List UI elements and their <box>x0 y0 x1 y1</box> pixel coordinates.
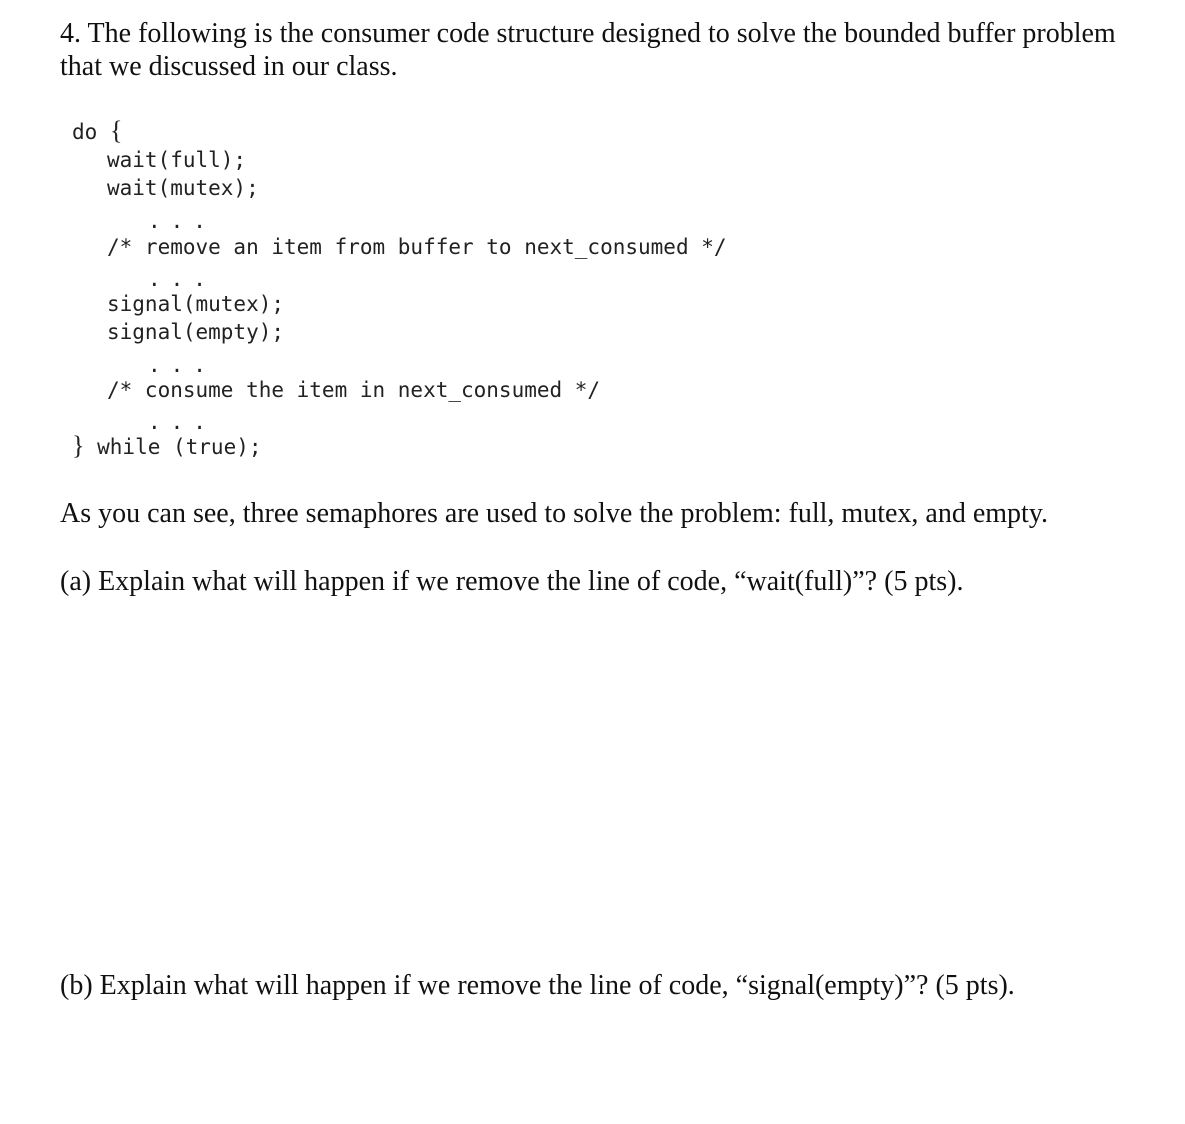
question-intro-line-1: 4. The following is the consumer code structure designed to solve the bounded buffer problem <box>60 18 1116 49</box>
code-while-clause: while (true); <box>97 435 262 459</box>
code-ellipsis-3: ... <box>148 353 216 377</box>
code-wait-mutex: wait(mutex); <box>107 176 259 200</box>
code-close-brace: } <box>72 431 85 460</box>
code-comment-consume: /* consume the item in next_consumed */ <box>107 378 601 402</box>
explanation-text: As you can see, three semaphores are used to solve the problem: full, mutex, and empty. <box>60 498 1049 529</box>
part-a-question: (a) Explain what will happen if we remove the line of code, “wait(full)”? (5 pts). <box>60 566 964 597</box>
code-ellipsis-2: ... <box>148 267 216 291</box>
code-do-keyword: do <box>72 120 98 144</box>
code-ellipsis-1: ... <box>148 209 216 233</box>
code-signal-mutex: signal(mutex); <box>107 292 285 316</box>
question-intro-line-2: that we discussed in our class. <box>60 51 398 82</box>
code-signal-empty: signal(empty); <box>107 320 285 344</box>
code-comment-remove: /* remove an item from buffer to next_consumed */ <box>107 235 727 259</box>
code-wait-full: wait(full); <box>107 148 247 172</box>
code-while-line <box>72 432 262 461</box>
part-b-question: (b) Explain what will happen if we remove the line of code, “signal(empty)”? (5 pts). <box>60 970 1015 1001</box>
code-ellipsis-4: ... <box>148 410 216 434</box>
code-do-line <box>72 117 122 146</box>
code-open-brace: { <box>109 116 123 145</box>
